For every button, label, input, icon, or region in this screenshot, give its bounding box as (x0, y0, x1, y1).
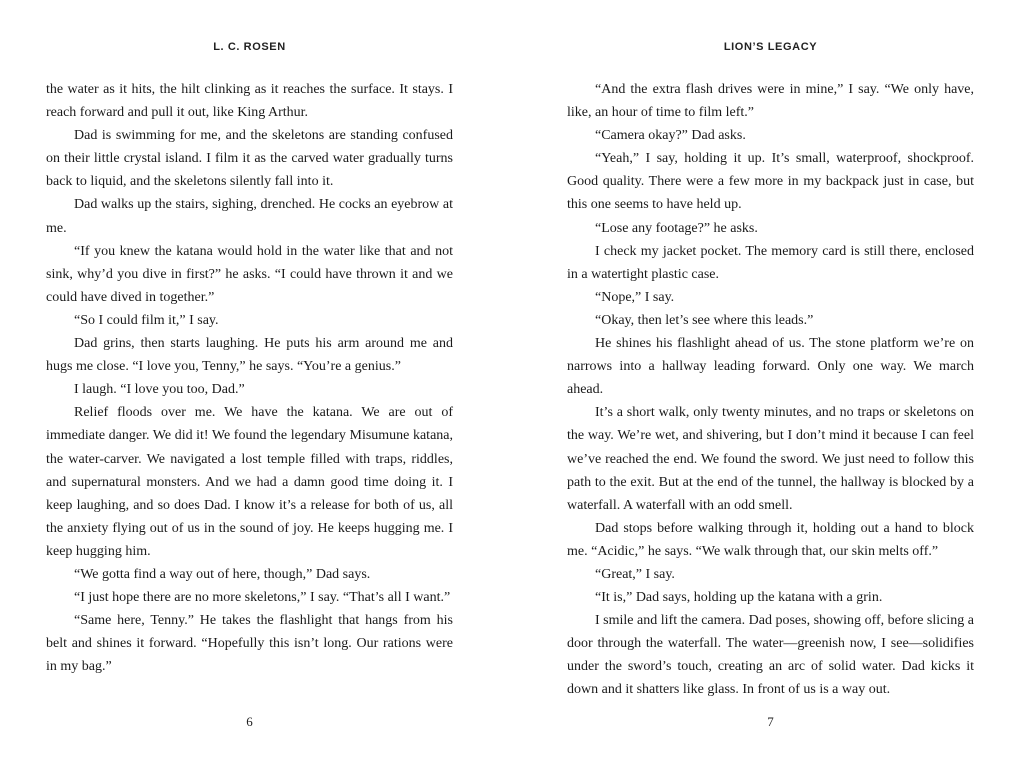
paragraph: Dad grins, then starts laughing. He puts his arm around me and hugs me close. “I love you, Tenny,” he says. “You’re a genius.” (46, 336, 453, 375)
paragraph: I smile and lift the camera. Dad poses, showing off, before slicing a door through the waterfall. The water—greenish now, I see—solidifies under the sword’s touch, creating an arc of solid water. Dad kicks it down and it shatters like glass. In front of us is a way out. (567, 613, 974, 698)
paragraph: “If you knew the katana would hold in the water like that and not sink, why’d you dive in first?” he asks. “I could have thrown it and we could have dived in together.” (46, 243, 453, 305)
paragraph: “So I could film it,” I say. (74, 312, 219, 328)
paragraph: “Great,” I say. (595, 566, 675, 582)
paragraph: He shines his flashlight ahead of us. The stone platform we’re on narrows into a hallway leading forward. Only one way. We march ahead. (567, 336, 974, 398)
right-body-text (567, 78, 974, 702)
paragraph: “Lose any footage?” he asks. (595, 220, 758, 236)
paragraph: “And the extra flash drives were in mine,” I say. “We only have, like, an hour of time to film left.” (567, 82, 974, 121)
paragraph: It’s a short walk, only twenty minutes, and no traps or skeletons on the way. We’re wet, and shivering, but I don’t mind it because I can feel we’ve reached the end. We found the sword. We just need to follow this path to the exit. But at the end of the tunnel, the hallway is blocked by a waterfall. A waterfall with an odd smell. (567, 405, 974, 513)
left-page-number: 6 (246, 714, 253, 729)
paragraph: I check my jacket pocket. The memory card is still there, enclosed in a watertight plastic case. (567, 243, 974, 282)
paragraph: Dad is swimming for me, and the skeletons are standing confused on their little crystal island. I film it as the carved water gradually turns back to liquid, and the skeletons silently fall into it. (46, 128, 453, 190)
paragraph: I laugh. “I love you too, Dad.” (74, 382, 245, 398)
paragraph: Dad walks up the stairs, sighing, drenched. He cocks an eyebrow at me. (46, 197, 453, 236)
paragraph: the water as it hits, the hilt clinking as it reaches the surface. It stays. I reach forward and pull it out, like King Arthur. (46, 82, 453, 121)
paragraph: “I just hope there are no more skeletons,” I say. “That’s all I want.” (74, 590, 451, 606)
paragraph: Relief floods over me. We have the katana. We are out of immediate danger. We did it! We found the legendary Misumune katana, the water-carver. We navigated a lost temple filled with traps, riddles, and supernatural monsters. And we had a damn good time doing it. I keep laughing, and so does Dad. I know it’s a release for both of us, all the anxiety flying out of us in the sound of joy. He keeps hugging me. I keep hugging him. (46, 405, 453, 559)
paragraph: “It is,” Dad says, holding up the katana with a grin. (595, 590, 883, 606)
paragraph: “We gotta find a way out of here, though,” Dad says. (74, 566, 371, 582)
paragraph: “Yeah,” I say, holding it up. It’s small, waterproof, shockproof. Good quality. There were a few more in my backpack just in case, but this one seems to have held up. (567, 151, 974, 213)
paragraph: “Nope,” I say. (595, 289, 675, 305)
paragraph: “Same here, Tenny.” He takes the flashlight that hangs from his belt and shines it forward. “Hopefully this isn’t long. Our rations were in my bag.” (46, 613, 453, 675)
paragraph: “Camera okay?” Dad asks. (595, 128, 746, 144)
right-running-head: LION’S LEGACY (723, 41, 818, 53)
left-body-text (46, 78, 453, 678)
right-page-number: 7 (767, 714, 774, 729)
right-page (567, 0, 974, 765)
paragraph: “Okay, then let’s see where this leads.” (595, 312, 814, 328)
left-page (46, 0, 453, 765)
paragraph: Dad stops before walking through it, holding out a hand to block me. “Acidic,” he says. “We walk through that, our skin melts off.” (567, 520, 974, 559)
left-running-head: L. C. ROSEN (213, 41, 286, 53)
